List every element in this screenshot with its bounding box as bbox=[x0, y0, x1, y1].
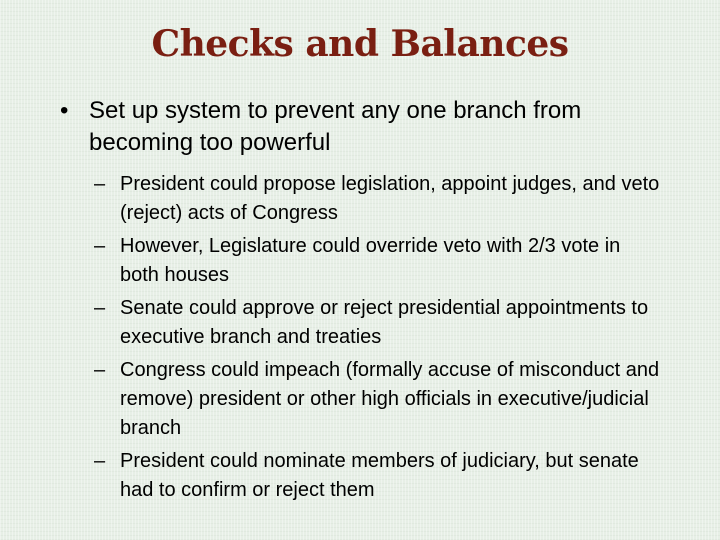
sub-point-text: However, Legislature could override veto with 2/3 vote in both houses bbox=[120, 235, 621, 286]
sub-point-text: President could propose legislation, appoint judges, and veto (reject) acts of Congress bbox=[120, 173, 660, 224]
sub-point-text: Congress could impeach (formally accuse of misconduct and remove) president or other high officials in executive/judicial branch bbox=[120, 359, 660, 439]
sub-point bbox=[94, 447, 664, 505]
dash-marker: – bbox=[94, 235, 106, 257]
sub-point bbox=[94, 294, 664, 352]
sub-point-list bbox=[94, 170, 664, 509]
sub-point bbox=[94, 356, 664, 443]
sub-point bbox=[94, 170, 664, 228]
dash-marker: – bbox=[94, 450, 106, 472]
sub-point-text: President could nominate members of judiciary, but senate had to confirm or reject them bbox=[120, 450, 639, 501]
sub-point-text: Senate could approve or reject presidential appointments to executive branch and treaties bbox=[120, 297, 649, 348]
main-bullet bbox=[60, 95, 660, 159]
dash-marker: – bbox=[94, 359, 106, 381]
dash-marker: – bbox=[94, 297, 106, 319]
bullet-text: Set up system to prevent any one branch from becoming too powerful bbox=[89, 97, 582, 156]
bullet-marker: • bbox=[60, 97, 69, 124]
dash-marker: – bbox=[94, 173, 106, 195]
slide-title: Checks and Balances bbox=[151, 23, 569, 65]
sub-point bbox=[94, 232, 664, 290]
